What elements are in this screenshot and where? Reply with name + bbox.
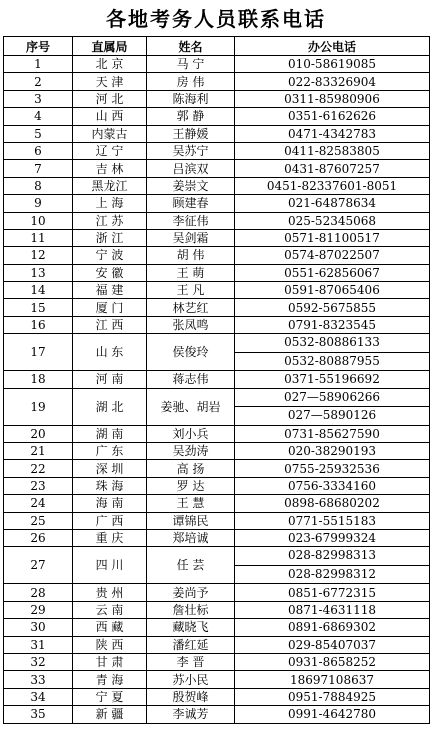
- row-name: 李诚芳: [147, 706, 235, 723]
- row-phone: [235, 547, 430, 584]
- row-number: 33: [4, 671, 73, 688]
- table-row: [4, 108, 430, 125]
- row-bureau: 福 建: [73, 282, 147, 299]
- phone-line: 027—58906266: [284, 389, 380, 404]
- table-row: [4, 125, 430, 142]
- table-row: [4, 619, 430, 636]
- table-row: [4, 160, 430, 177]
- table-row: [4, 334, 430, 371]
- header-phone: 办公电话: [235, 37, 430, 56]
- row-phone: 0756-3334160: [235, 477, 430, 494]
- row-phone: 0791-8323545: [235, 316, 430, 333]
- row-number: 8: [4, 177, 73, 194]
- row-name: 吕滨双: [147, 160, 235, 177]
- table-row: [4, 195, 430, 212]
- table-row: [4, 142, 430, 159]
- row-name: 侯俊玲: [147, 334, 235, 371]
- table-row: [4, 212, 430, 229]
- row-name: 顾建春: [147, 195, 235, 212]
- row-phone: [235, 388, 430, 425]
- page-title: 各地考务人员联系电话: [106, 7, 326, 31]
- row-phone: 0951-7884925: [235, 688, 430, 705]
- table-row: [4, 177, 430, 194]
- row-number: 6: [4, 142, 73, 159]
- table-row: [4, 477, 430, 494]
- row-number: 16: [4, 316, 73, 333]
- row-name: 林艺红: [147, 299, 235, 316]
- row-bureau: 陕 西: [73, 636, 147, 653]
- row-name: 刘小兵: [147, 425, 235, 442]
- row-phone: 010-58619085: [235, 56, 430, 73]
- table-row: [4, 56, 430, 73]
- table-body: [4, 56, 430, 724]
- table-row: [4, 512, 430, 529]
- row-phone: 025-52345068: [235, 212, 430, 229]
- row-name: 胡 伟: [147, 247, 235, 264]
- row-name: 李 晋: [147, 653, 235, 670]
- table-row: [4, 706, 430, 723]
- row-name: 任 芸: [147, 547, 235, 584]
- row-name: 吴苏宁: [147, 142, 235, 159]
- row-number: 22: [4, 460, 73, 477]
- row-number: 13: [4, 264, 73, 281]
- row-name: 藏晓飞: [147, 619, 235, 636]
- row-bureau: 云 南: [73, 601, 147, 618]
- row-name: 王静媛: [147, 125, 235, 142]
- table-row: [4, 547, 430, 584]
- row-phone: 022-83326904: [235, 73, 430, 90]
- row-bureau: 上 海: [73, 195, 147, 212]
- row-name: 殷贺峰: [147, 688, 235, 705]
- row-bureau: 新 疆: [73, 706, 147, 723]
- row-number: 4: [4, 108, 73, 125]
- header-name: 姓名: [147, 37, 235, 56]
- row-bureau: 江 西: [73, 316, 147, 333]
- row-phone: 0931-8658252: [235, 653, 430, 670]
- row-phone: 0411-82583805: [235, 142, 430, 159]
- row-number: 10: [4, 212, 73, 229]
- row-bureau: 内蒙古: [73, 125, 147, 142]
- row-bureau: 青 海: [73, 671, 147, 688]
- table-row: [4, 601, 430, 618]
- row-phone: 0574-87022507: [235, 247, 430, 264]
- table-row: [4, 636, 430, 653]
- row-bureau: 四 川: [73, 547, 147, 584]
- row-phone: 0591-87065406: [235, 282, 430, 299]
- row-bureau: 北 京: [73, 56, 147, 73]
- row-phone: [235, 334, 430, 371]
- phone-line: 027—5890126: [235, 406, 429, 425]
- row-phone: 0551-62856067: [235, 264, 430, 281]
- table-row: [4, 316, 430, 333]
- row-number: 30: [4, 619, 73, 636]
- header-bureau: 直属局: [73, 37, 147, 56]
- row-bureau: 山 西: [73, 108, 147, 125]
- header-number: 序号: [4, 37, 73, 56]
- row-phone: 029-85407037: [235, 636, 430, 653]
- row-bureau: 江 苏: [73, 212, 147, 229]
- row-number: 29: [4, 601, 73, 618]
- row-name: 王 慧: [147, 495, 235, 512]
- row-number: 14: [4, 282, 73, 299]
- table-row: [4, 371, 430, 388]
- table-row: [4, 299, 430, 316]
- row-number: 34: [4, 688, 73, 705]
- row-bureau: 宁 夏: [73, 688, 147, 705]
- table-row: [4, 671, 430, 688]
- row-name: 苏小民: [147, 671, 235, 688]
- row-name: 李征伟: [147, 212, 235, 229]
- row-phone: 0451-82337601-8051: [235, 177, 430, 194]
- row-bureau: 吉 林: [73, 160, 147, 177]
- row-name: 郭 静: [147, 108, 235, 125]
- table-row: [4, 73, 430, 90]
- row-bureau: 深 圳: [73, 460, 147, 477]
- phone-line: 028-82998312: [235, 565, 429, 584]
- row-bureau: 宁 波: [73, 247, 147, 264]
- row-name: 高 扬: [147, 460, 235, 477]
- row-bureau: 西 藏: [73, 619, 147, 636]
- row-name: 罗 达: [147, 477, 235, 494]
- row-number: 32: [4, 653, 73, 670]
- row-bureau: 甘 肃: [73, 653, 147, 670]
- row-bureau: 浙 江: [73, 229, 147, 246]
- row-bureau: 珠 海: [73, 477, 147, 494]
- table-row: [4, 247, 430, 264]
- table-row: [4, 282, 430, 299]
- table-row: [4, 229, 430, 246]
- row-name: 王 萌: [147, 264, 235, 281]
- row-number: 26: [4, 529, 73, 546]
- row-name: 谭锦民: [147, 512, 235, 529]
- row-phone: 020-38290193: [235, 443, 430, 460]
- phone-line: 028-82998313: [287, 548, 377, 563]
- row-phone: 0891-6869302: [235, 619, 430, 636]
- row-number: 20: [4, 425, 73, 442]
- row-name: 王 凡: [147, 282, 235, 299]
- phone-line: 0532-80886133: [284, 335, 380, 350]
- row-name: 姜驰、胡岩: [147, 388, 235, 425]
- row-number: 9: [4, 195, 73, 212]
- row-phone: 0731-85627590: [235, 425, 430, 442]
- row-name: 潘红延: [147, 636, 235, 653]
- table-row: [4, 688, 430, 705]
- row-name: 詹壮标: [147, 601, 235, 618]
- row-bureau: 黑龙江: [73, 177, 147, 194]
- row-bureau: 辽 宁: [73, 142, 147, 159]
- row-number: 17: [4, 334, 73, 371]
- table-row: [4, 529, 430, 546]
- table-row: [4, 264, 430, 281]
- table-row: [4, 584, 430, 601]
- row-phone: 0898-68680202: [235, 495, 430, 512]
- row-phone: 18697108637: [235, 671, 430, 688]
- table-row: [4, 460, 430, 477]
- row-bureau: 湖 北: [73, 388, 147, 425]
- row-bureau: 广 东: [73, 443, 147, 460]
- contact-table: [3, 36, 430, 724]
- row-name: 吴剑霜: [147, 229, 235, 246]
- row-number: 28: [4, 584, 73, 601]
- row-phone: 0592-5675855: [235, 299, 430, 316]
- row-phone: 0311-85980906: [235, 90, 430, 107]
- row-number: 15: [4, 299, 73, 316]
- row-number: 3: [4, 90, 73, 107]
- row-number: 12: [4, 247, 73, 264]
- table-row: [4, 653, 430, 670]
- row-phone: 0771-5515183: [235, 512, 430, 529]
- row-bureau: 河 北: [73, 90, 147, 107]
- row-name: 陈海利: [147, 90, 235, 107]
- phone-line: 0532-80887955: [235, 352, 429, 371]
- row-bureau: 山 东: [73, 334, 147, 371]
- row-phone: 0471-4342783: [235, 125, 430, 142]
- row-name: 吴劲涛: [147, 443, 235, 460]
- row-name: 姜尚予: [147, 584, 235, 601]
- row-phone: 0755-25932536: [235, 460, 430, 477]
- row-name: 郑培诚: [147, 529, 235, 546]
- row-bureau: 厦 门: [73, 299, 147, 316]
- row-number: 2: [4, 73, 73, 90]
- row-bureau: 安 徽: [73, 264, 147, 281]
- table-row: [4, 90, 430, 107]
- row-bureau: 天 津: [73, 73, 147, 90]
- row-phone: 023-67999324: [235, 529, 430, 546]
- row-bureau: 海 南: [73, 495, 147, 512]
- row-phone: 0871-4631118: [235, 601, 430, 618]
- table-row: [4, 495, 430, 512]
- row-bureau: 广 西: [73, 512, 147, 529]
- row-number: 18: [4, 371, 73, 388]
- row-phone: 0571-81100517: [235, 229, 430, 246]
- row-number: 23: [4, 477, 73, 494]
- row-name: 姜崇文: [147, 177, 235, 194]
- row-number: 1: [4, 56, 73, 73]
- row-name: 张凤鸣: [147, 316, 235, 333]
- row-number: 21: [4, 443, 73, 460]
- table-row: [4, 443, 430, 460]
- table-row: [4, 425, 430, 442]
- row-number: 24: [4, 495, 73, 512]
- row-number: 11: [4, 229, 73, 246]
- row-phone: 0851-6772315: [235, 584, 430, 601]
- row-name: 马 宁: [147, 56, 235, 73]
- row-bureau: 河 南: [73, 371, 147, 388]
- row-number: 31: [4, 636, 73, 653]
- row-phone: 0431-87607257: [235, 160, 430, 177]
- row-number: 19: [4, 388, 73, 425]
- row-number: 27: [4, 547, 73, 584]
- row-phone: 0351-6162626: [235, 108, 430, 125]
- row-number: 25: [4, 512, 73, 529]
- row-number: 35: [4, 706, 73, 723]
- row-number: 5: [4, 125, 73, 142]
- row-bureau: 湖 南: [73, 425, 147, 442]
- table-row: [4, 388, 430, 425]
- row-phone: 021-64878634: [235, 195, 430, 212]
- table-header-row: [4, 37, 430, 56]
- row-phone: 0371-55196692: [235, 371, 430, 388]
- row-phone: 0991-4642780: [235, 706, 430, 723]
- row-bureau: 重 庆: [73, 529, 147, 546]
- row-name: 蒋志伟: [147, 371, 235, 388]
- row-name: 房 伟: [147, 73, 235, 90]
- row-bureau: 贵 州: [73, 584, 147, 601]
- row-number: 7: [4, 160, 73, 177]
